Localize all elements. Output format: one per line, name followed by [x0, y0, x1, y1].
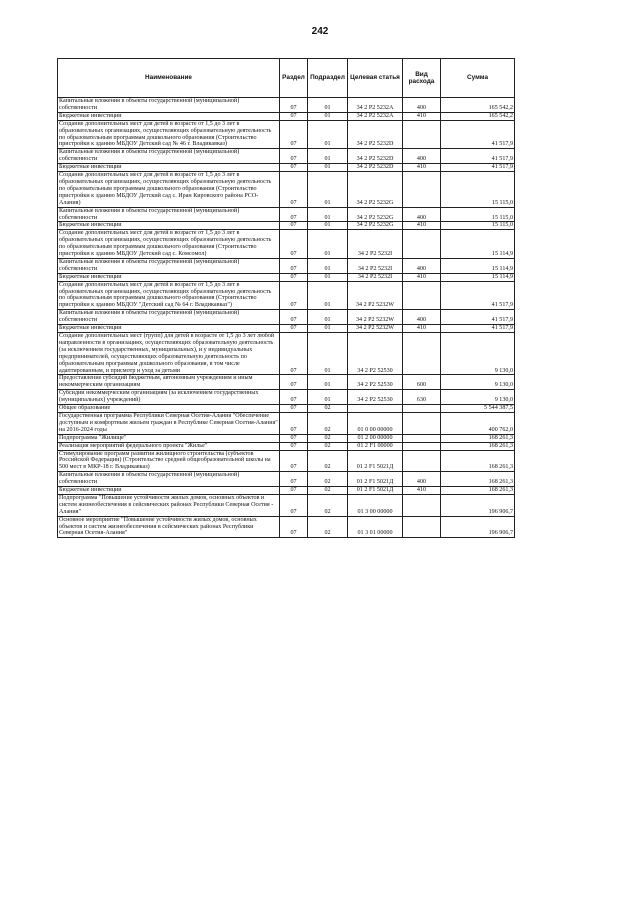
cell-subsection: 01	[308, 207, 348, 222]
table-row	[58, 98, 515, 113]
cell-subsection: 02	[308, 405, 348, 413]
cell-target: 34 2 P2 5232G	[348, 222, 403, 230]
cell-sum: 41 517,9	[441, 281, 515, 310]
table-row	[58, 375, 515, 390]
cell-subsection: 01	[308, 258, 348, 273]
cell-target: 34 2 P2 5232A	[348, 112, 403, 120]
cell-sum: 168 261,3	[441, 442, 515, 450]
table-row	[58, 230, 515, 259]
cell-subsection: 02	[308, 412, 348, 434]
cell-expense-type	[403, 172, 441, 208]
cell-expense-type	[403, 442, 441, 450]
cell-target: 01 0 00 00000	[348, 412, 403, 434]
table-row	[58, 120, 515, 149]
cell-expense-type	[403, 333, 441, 375]
cell-name: Стимулирование программ развития жилищного строительства (субъектов Российской Федерации) (Строительство средней общеобразовательной школы на 500 мест в МКР-18 г. Владикавказ)	[58, 450, 280, 472]
cell-expense-type	[403, 434, 441, 442]
cell-name: Капитальные вложения в объекты государственной (муниципальной) собственности	[58, 258, 280, 273]
table-row	[58, 412, 515, 434]
cell-expense-type	[403, 450, 441, 472]
cell-expense-type: 410	[403, 273, 441, 281]
page-number: 242	[311, 26, 329, 37]
cell-sum: 41 517,9	[441, 149, 515, 164]
cell-target: 34 2 P2 52530	[348, 333, 403, 375]
cell-name: Капитальные вложения в объекты государственной (муниципальной) собственности	[58, 310, 280, 325]
cell-sum: 168 261,3	[441, 434, 515, 442]
table-row	[58, 149, 515, 164]
cell-target: 34 2 P2 5232W	[348, 310, 403, 325]
table-row	[58, 434, 515, 442]
cell-subsection: 01	[308, 222, 348, 230]
cell-subsection: 01	[308, 230, 348, 259]
cell-name: Капитальные вложения в объекты государственной (муниципальной) собственности	[58, 149, 280, 164]
cell-name: Бюджетные инвестиции	[58, 273, 280, 281]
cell-name: Реализация мероприятий федерального проекта "Жилье"	[58, 442, 280, 450]
cell-name: Бюджетные инвестиции	[58, 325, 280, 333]
cell-section: 07	[280, 375, 308, 390]
cell-section: 07	[280, 258, 308, 273]
cell-sum: 165 542,2	[441, 112, 515, 120]
cell-name: Бюджетные инвестиции	[58, 487, 280, 495]
cell-subsection: 01	[308, 112, 348, 120]
cell-target: 34 2 P2 52530	[348, 390, 403, 405]
cell-sum: 9 130,0	[441, 390, 515, 405]
cell-subsection: 02	[308, 434, 348, 442]
table-row	[58, 112, 515, 120]
cell-target: 01 2 F1 00000	[348, 442, 403, 450]
header-expense-type: Вид расхода	[403, 59, 441, 98]
cell-target: 01 2 F1 5021Д	[348, 450, 403, 472]
cell-expense-type: 400	[403, 207, 441, 222]
cell-subsection: 02	[308, 472, 348, 487]
cell-section: 07	[280, 472, 308, 487]
cell-section: 07	[280, 405, 308, 413]
cell-target: 01 2 F1 5021Д	[348, 487, 403, 495]
cell-target: 34 2 P2 5232D	[348, 149, 403, 164]
cell-sum: 196 906,7	[441, 516, 515, 538]
cell-name: Подпрограмма "Жилище"	[58, 434, 280, 442]
table-row	[58, 405, 515, 413]
cell-target: 01 2 F1 5021Д	[348, 472, 403, 487]
cell-subsection: 01	[308, 149, 348, 164]
cell-sum: 5 544 387,5	[441, 405, 515, 413]
cell-sum: 9 130,0	[441, 333, 515, 375]
cell-target: 01 2 00 00000	[348, 434, 403, 442]
cell-name: Создание дополнительных мест для детей в возрасте от 1,5 до 3 лет в образовательных организациях, осуществляющих образовательную деятельность по образовательным программам дошкольного образования (Строительство пристройки к зданию МБДОУ "Детский сад № 64 г. Владикавказ")	[58, 281, 280, 310]
table-row	[58, 310, 515, 325]
cell-sum: 41 517,9	[441, 120, 515, 149]
cell-subsection: 01	[308, 281, 348, 310]
header-section: Раздел	[280, 59, 308, 98]
cell-expense-type: 630	[403, 390, 441, 405]
cell-name: Создание дополнительных мест (групп) для детей в возрасте от 1,5 до 3 лет любой направленности в организациях, осуществляющих образовательную деятельность (за исключением государственных, муниципальных), и у индивидуальных предпринимателей, осуществляющих образовательную деятельность по образовательным программам дошкольного образования, в том числе адаптированным, и присмотр и уход за детьми	[58, 333, 280, 375]
cell-target: 01 3 01 00000	[348, 516, 403, 538]
cell-expense-type: 400	[403, 472, 441, 487]
cell-subsection: 01	[308, 273, 348, 281]
cell-section: 07	[280, 325, 308, 333]
cell-section: 07	[280, 412, 308, 434]
cell-section: 07	[280, 487, 308, 495]
cell-section: 07	[280, 450, 308, 472]
cell-section: 07	[280, 434, 308, 442]
cell-target: 34 2 P2 5232W	[348, 281, 403, 310]
cell-name: Создание дополнительных мест для детей в возрасте от 1,5 до 3 лет в образовательных организациях, осуществляющих образовательную деятельность по образовательным программам дошкольного образования (Строительство пристройки к зданию МБДОУ Детский сад с. Иран Кировского района РСО-Алания)	[58, 172, 280, 208]
cell-target: 34 2 P2 5232A	[348, 98, 403, 113]
header-target: Целевая статья	[348, 59, 403, 98]
cell-sum: 165 542,2	[441, 98, 515, 113]
cell-section: 07	[280, 494, 308, 516]
cell-subsection: 01	[308, 390, 348, 405]
cell-expense-type: 600	[403, 375, 441, 390]
table-row	[58, 487, 515, 495]
cell-section: 07	[280, 310, 308, 325]
cell-section: 07	[280, 149, 308, 164]
cell-expense-type: 410	[403, 164, 441, 172]
cell-name: Субсидии некоммерческим организациям (за исключением государственных (муниципальных) учреждений)	[58, 390, 280, 405]
cell-section: 07	[280, 442, 308, 450]
cell-expense-type: 410	[403, 222, 441, 230]
cell-name: Капитальные вложения в объекты государственной (муниципальной) собственности	[58, 472, 280, 487]
cell-name: Бюджетные инвестиции	[58, 164, 280, 172]
cell-target: 34 2 P2 5232G	[348, 172, 403, 208]
cell-subsection: 01	[308, 375, 348, 390]
cell-sum: 15 115,0	[441, 207, 515, 222]
cell-name: Капитальные вложения в объекты государственной (муниципальной) собственности	[58, 207, 280, 222]
cell-sum: 15 115,0	[441, 222, 515, 230]
cell-subsection: 01	[308, 172, 348, 208]
cell-target: 34 2 P2 5232W	[348, 325, 403, 333]
cell-section: 07	[280, 164, 308, 172]
cell-subsection: 01	[308, 120, 348, 149]
cell-name: Бюджетные инвестиции	[58, 222, 280, 230]
cell-sum: 400 762,0	[441, 412, 515, 434]
cell-sum: 15 114,9	[441, 230, 515, 259]
cell-sum: 41 517,9	[441, 164, 515, 172]
cell-name: Создание дополнительных мест для детей в возрасте от 1,5 до 3 лет в образовательных организациях, осуществляющих образовательную деятельность по образовательным программам дошкольного образования (Строительство пристройки к зданию МБДОУ Детский сад с. Комсомол)	[58, 230, 280, 259]
cell-target: 34 2 P2 5232I	[348, 273, 403, 281]
cell-section: 07	[280, 112, 308, 120]
cell-target	[348, 405, 403, 413]
table-row	[58, 222, 515, 230]
cell-section: 07	[280, 222, 308, 230]
cell-expense-type: 410	[403, 112, 441, 120]
table-row	[58, 164, 515, 172]
table-row	[58, 281, 515, 310]
cell-sum: 168 261,3	[441, 472, 515, 487]
table-row	[58, 207, 515, 222]
cell-section: 07	[280, 273, 308, 281]
cell-subsection: 01	[308, 164, 348, 172]
cell-section: 07	[280, 333, 308, 375]
cell-name: Капитальные вложения в объекты государственной (муниципальной) собственности	[58, 98, 280, 113]
cell-sum: 168 261,3	[441, 487, 515, 495]
cell-subsection: 01	[308, 310, 348, 325]
cell-name: Государственная программа Республики Северная Осетия-Алания "Обеспечение доступным и комфортным жильем граждан в Республике Северная Осетия-Алания" на 2016-2024 годы	[59, 412, 278, 433]
cell-expense-type	[403, 412, 441, 434]
table-row	[58, 333, 515, 375]
cell-name: Основное мероприятие "Повышение устойчивости жилых домов, основных объектов и систем жизнеобеспечения в сейсмических районах Республики Северная Осетия-Алания"	[58, 516, 280, 538]
cell-target: 01 3 00 00000	[348, 494, 403, 516]
cell-target: 34 2 P2 5232I	[348, 230, 403, 259]
cell-expense-type	[403, 405, 441, 413]
cell-target: 34 2 P2 5232G	[348, 207, 403, 222]
cell-sum: 9 130,0	[441, 375, 515, 390]
cell-section: 07	[280, 172, 308, 208]
cell-expense-type	[403, 230, 441, 259]
cell-expense-type: 400	[403, 98, 441, 113]
table-row	[58, 516, 515, 538]
cell-expense-type	[403, 516, 441, 538]
cell-sum: 196 906,7	[441, 494, 515, 516]
cell-expense-type	[403, 120, 441, 149]
cell-name: Предоставление субсидий бюджетным, автономным учреждениям и иным некоммерческим организациям	[58, 375, 280, 390]
cell-section: 07	[280, 390, 308, 405]
budget-table	[57, 58, 515, 538]
cell-subsection: 01	[308, 98, 348, 113]
cell-subsection: 01	[308, 325, 348, 333]
table-row	[58, 442, 515, 450]
cell-sum: 41 517,9	[441, 310, 515, 325]
cell-target: 34 2 P2 5232D	[348, 164, 403, 172]
table-row	[58, 450, 515, 472]
cell-section: 07	[280, 230, 308, 259]
cell-subsection: 02	[308, 487, 348, 495]
cell-subsection: 01	[308, 333, 348, 375]
cell-section: 07	[280, 120, 308, 149]
cell-target: 34 2 P2 5232I	[348, 258, 403, 273]
table-body	[58, 98, 515, 538]
cell-section: 07	[280, 516, 308, 538]
cell-name: Подпрограмма "Повышение устойчивости жилых домов, основных объектов и систем жизнеобеспечения в сейсмических районах Республики Северная Осетия - Алания"	[58, 494, 280, 516]
cell-section: 07	[280, 98, 308, 113]
header-sum: Сумма	[441, 59, 515, 98]
cell-expense-type: 410	[403, 487, 441, 495]
cell-sum: 15 114,9	[441, 258, 515, 273]
cell-sum: 15 114,9	[441, 273, 515, 281]
cell-name: Бюджетные инвестиции	[58, 112, 280, 120]
cell-expense-type	[403, 494, 441, 516]
cell-name: Общее образование	[58, 405, 280, 413]
cell-section: 07	[280, 207, 308, 222]
cell-sum: 168 261,3	[441, 450, 515, 472]
cell-expense-type: 410	[403, 325, 441, 333]
cell-name: Создание дополнительных мест для детей в возрасте от 1,5 до 3 лет в образовательных организациях, осуществляющих образовательную деятельность по образовательным программам дошкольного образования (Строительство пристройки к зданию МБДОУ Детский сад № 46 г. Владикавказ)	[58, 120, 280, 149]
cell-sum: 15 115,0	[441, 172, 515, 208]
table-row	[58, 494, 515, 516]
table-header-row	[58, 59, 515, 98]
table-row	[58, 325, 515, 333]
cell-subsection: 02	[308, 494, 348, 516]
cell-sum: 41 517,9	[441, 325, 515, 333]
cell-section: 07	[280, 281, 308, 310]
header-subsection: Подраздел	[308, 59, 348, 98]
cell-expense-type	[403, 281, 441, 310]
table-row	[58, 172, 515, 208]
cell-subsection: 02	[308, 450, 348, 472]
cell-expense-type: 400	[403, 258, 441, 273]
cell-expense-type: 400	[403, 310, 441, 325]
table-row	[58, 273, 515, 281]
cell-expense-type: 400	[403, 149, 441, 164]
table-row	[58, 390, 515, 405]
cell-subsection: 02	[308, 442, 348, 450]
table-row	[58, 472, 515, 487]
table-row	[58, 258, 515, 273]
cell-target: 34 2 P2 5232D	[348, 120, 403, 149]
header-name: Наименование	[58, 59, 280, 98]
cell-target: 34 2 P2 52530	[348, 375, 403, 390]
cell-subsection: 02	[308, 516, 348, 538]
